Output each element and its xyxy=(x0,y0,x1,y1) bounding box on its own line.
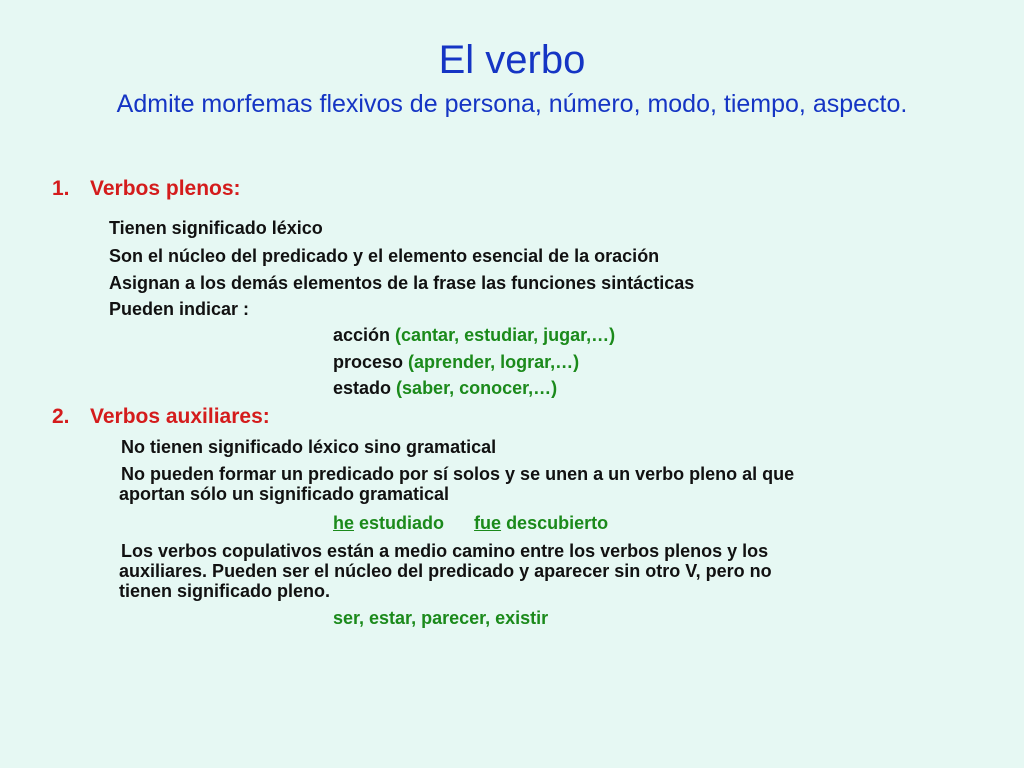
aux-fue: fue xyxy=(474,513,502,533)
section2-paragraph-2 xyxy=(121,464,794,504)
title-block xyxy=(0,36,1024,122)
example-accion xyxy=(333,325,615,346)
example-proceso xyxy=(333,352,579,373)
section2-paragraph-3 xyxy=(121,541,772,601)
example-term: acción xyxy=(333,325,391,345)
section1-line-1: Tienen significado léxico xyxy=(109,218,323,238)
section1-line-3: Asignan a los demás elementos de la frase las funciones sintácticas xyxy=(109,273,695,293)
example-list: (aprender, lograr,…) xyxy=(408,352,580,372)
aux-he: he xyxy=(333,513,355,533)
section2-heading-text: Verbos auxiliares: xyxy=(90,405,270,428)
section1-number: 1. xyxy=(52,177,70,200)
section1-line-2: Son el núcleo del predicado y el elemento esencial de la oración xyxy=(109,246,660,266)
section1-line-4: Pueden indicar : xyxy=(109,299,250,319)
section1-heading-text: Verbos plenos: xyxy=(90,177,241,200)
example-term: proceso xyxy=(333,352,404,372)
section2-line-1: No tienen significado léxico sino gramatical xyxy=(121,437,497,457)
section1-heading xyxy=(52,177,241,201)
example-term: estado xyxy=(333,378,392,398)
paragraph-line: Los verbos copulativos están a medio camino entre los verbos plenos y los xyxy=(121,541,769,561)
section2-heading xyxy=(52,405,270,429)
example-list: (saber, conocer,…) xyxy=(396,378,558,398)
copulative-examples: ser, estar, parecer, existir xyxy=(333,608,549,628)
slide-title: El verbo xyxy=(438,38,586,82)
aux-descubierto: descubierto xyxy=(506,513,609,533)
paragraph-line: tienen significado pleno. xyxy=(119,581,331,601)
slide-subtitle: Admite morfemas flexivos de persona, número, modo, tiempo, aspecto. xyxy=(116,90,908,118)
auxiliary-examples xyxy=(333,513,608,534)
section2-number: 2. xyxy=(52,405,70,428)
paragraph-line: No pueden formar un predicado por sí solos y se unen a un verbo pleno al que xyxy=(121,464,795,484)
paragraph-line: auxiliares. Pueden ser el núcleo del predicado y aparecer sin otro V, pero no xyxy=(119,561,772,581)
aux-estudiado: estudiado xyxy=(359,513,445,533)
paragraph-line: aportan sólo un significado gramatical xyxy=(119,484,450,504)
example-estado xyxy=(333,378,557,399)
example-list: (cantar, estudiar, jugar,…) xyxy=(395,325,616,345)
